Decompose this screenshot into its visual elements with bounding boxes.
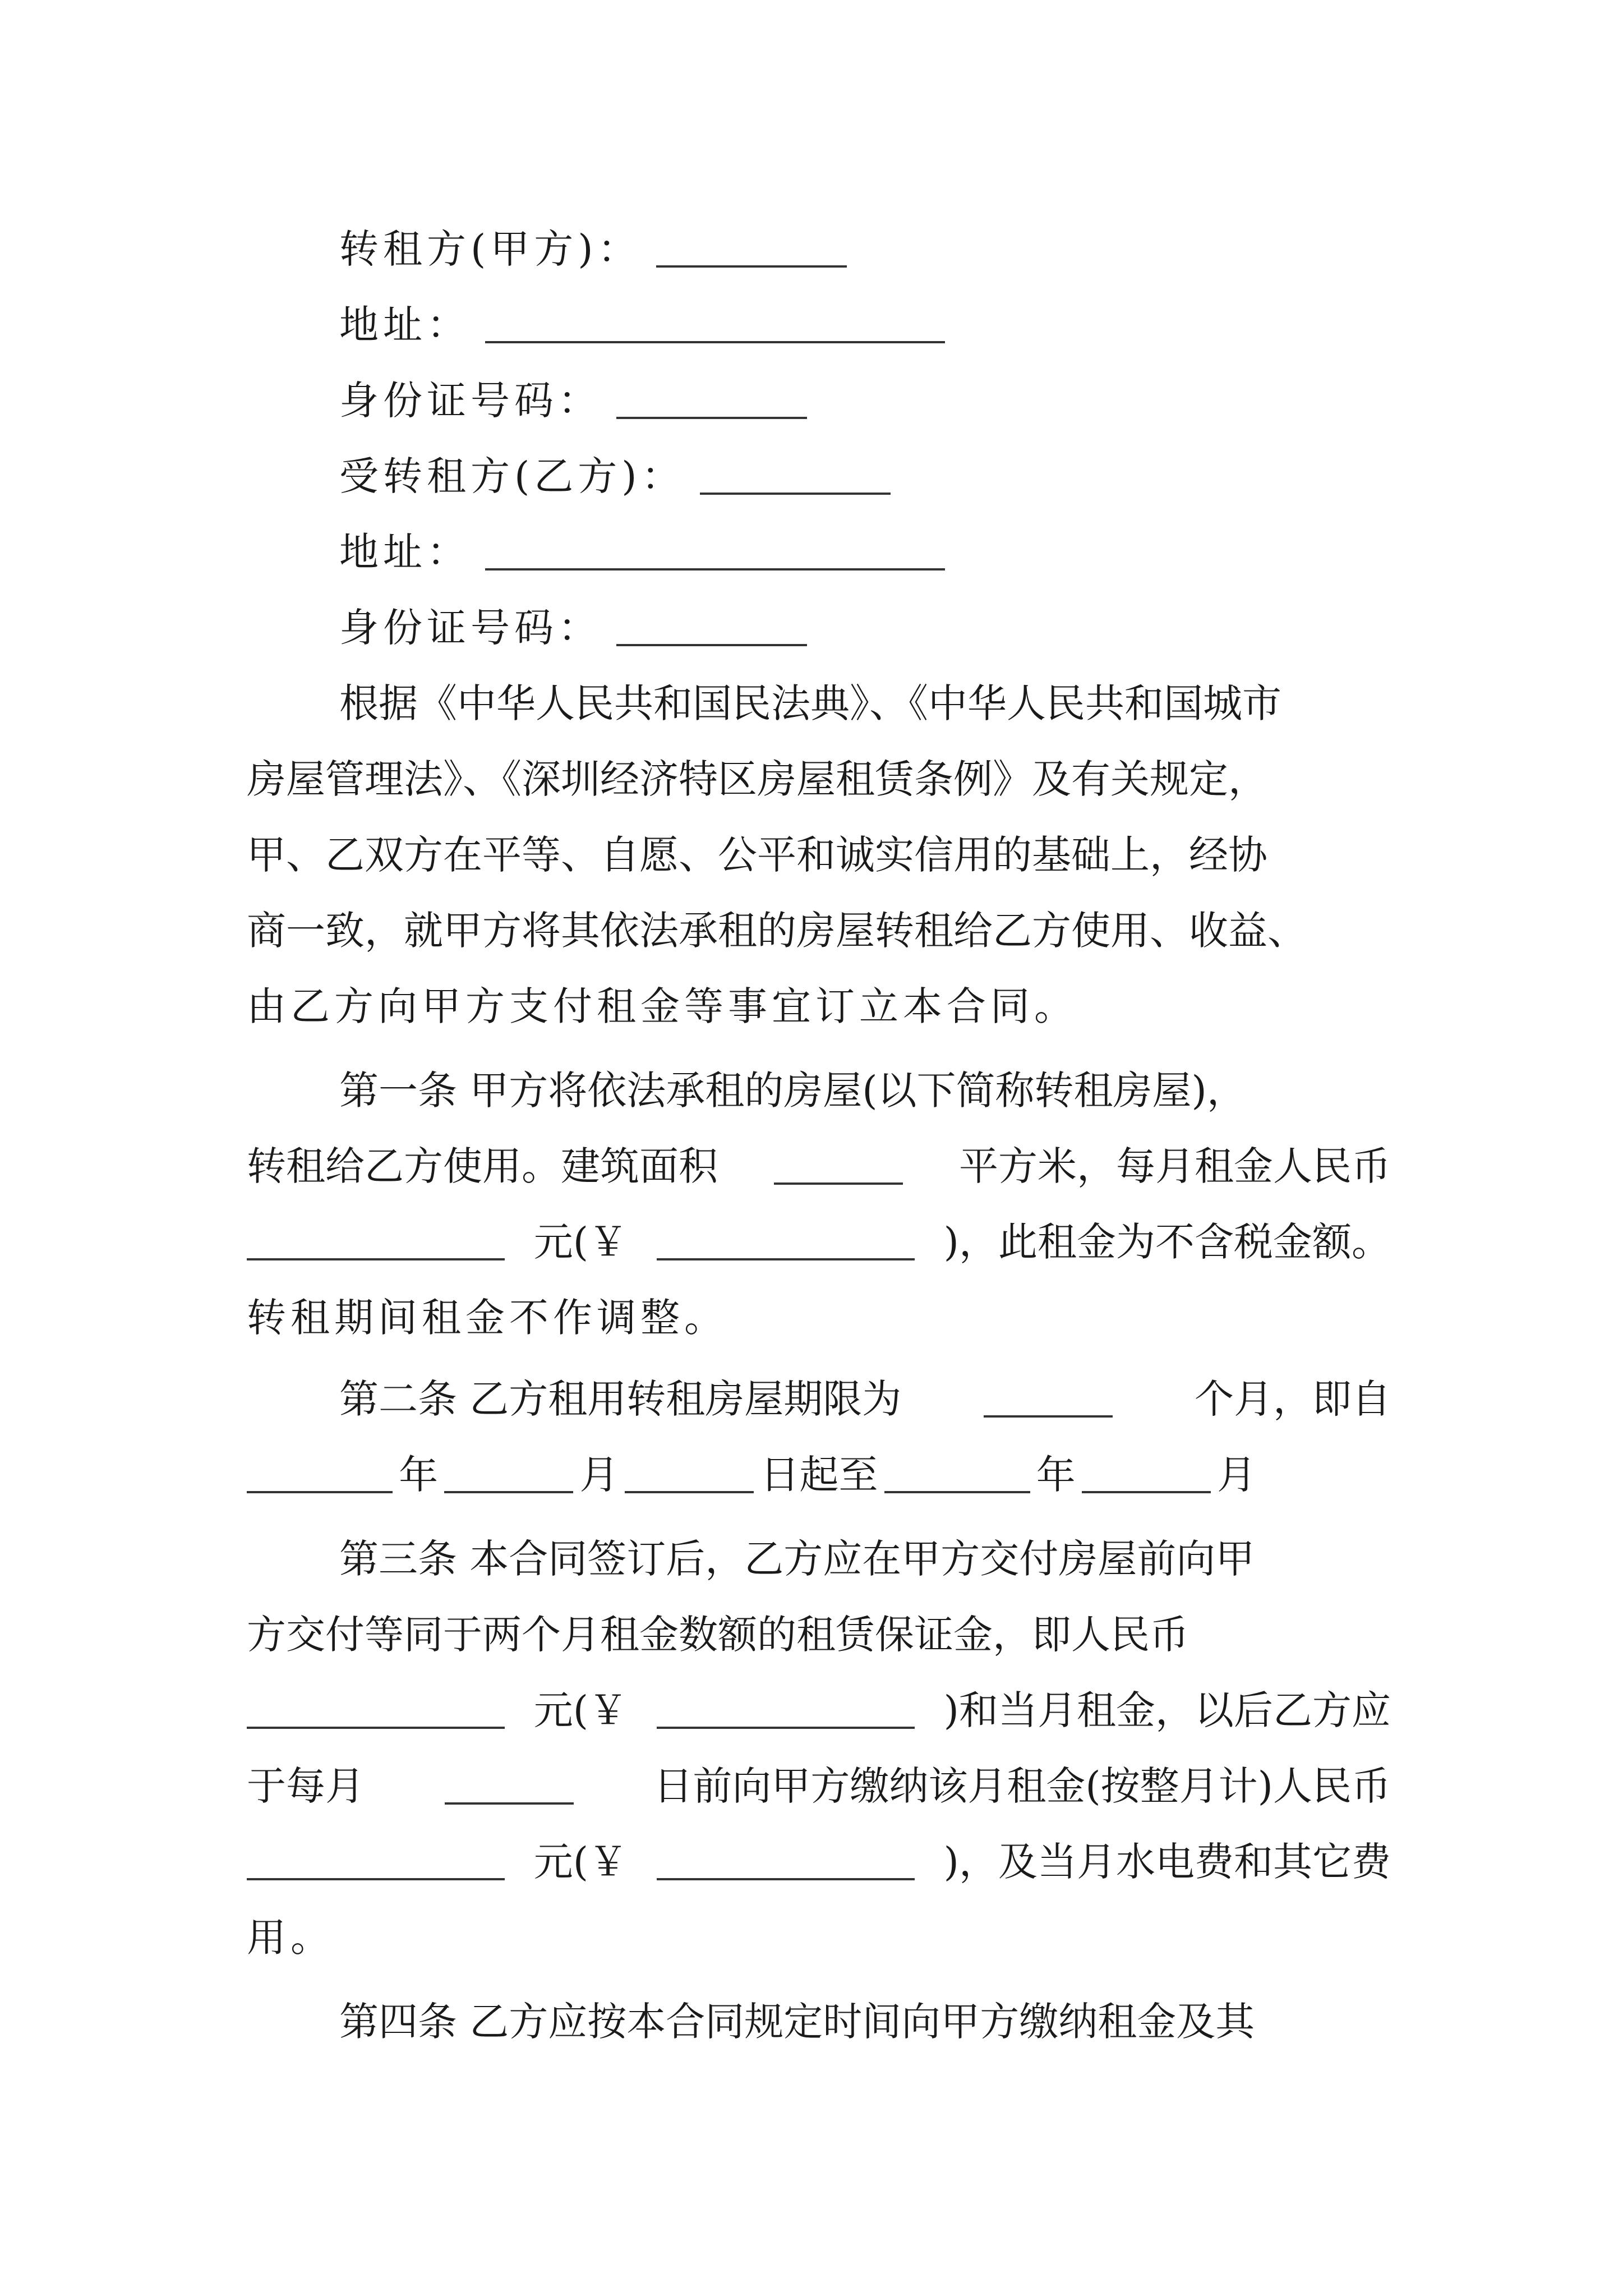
article3-text: 方交付等同于两个月租金数额的租赁保证金，即人民币 [247, 1612, 1189, 1658]
year-label: 年 [399, 1452, 439, 1498]
article3-heading-text: 第三条 本合同签订后，乙方应在甲方交付房屋前向甲 [339, 1536, 1255, 1582]
article1-text: 平方米，每月租金人民币 [959, 1143, 1391, 1189]
article3-line-1 [339, 1517, 1391, 1594]
sublessor-label: 转租方(甲方)： [339, 226, 642, 272]
article1-heading-text: 第一条 甲方将依法承租的房屋(以下简称转租房屋)， [339, 1068, 1246, 1114]
article3-line-2 [247, 1593, 1391, 1670]
sublessee-label: 受转租方(乙方)： [339, 453, 685, 499]
sublessee-id-blank [616, 604, 807, 646]
sublessee-address-blank [485, 528, 945, 570]
article3-text: 元(￥ [533, 1687, 628, 1733]
article2-line-2 [247, 1433, 1256, 1510]
sublessee-id-label: 身份证号码： [339, 605, 602, 651]
rent-amount-words-blank [247, 1218, 505, 1260]
article3-text: 元(￥ [533, 1839, 628, 1885]
sublessor-id-blank [616, 376, 807, 419]
day-from-label: 日起至 [760, 1452, 878, 1498]
deposit-words-blank [247, 1686, 505, 1729]
start-day-blank [625, 1451, 754, 1493]
article1-text: 元(￥ [533, 1219, 628, 1265]
article3-text: 日前向甲方缴纳该月租金(按整月计)人民币 [653, 1763, 1391, 1809]
preamble-line-1 [339, 662, 1391, 739]
article1-line-2 [247, 1125, 1391, 1202]
article3-line-6 [247, 1896, 1391, 1973]
month-label: 月 [1216, 1452, 1256, 1498]
preamble-text: 根据《中华人民共和国民法典》、《中华人民共和国城市 [339, 680, 1281, 726]
sublessor-address-label: 地址： [339, 302, 471, 348]
preamble-line-3 [247, 813, 1391, 890]
article3-text: 于每月 [247, 1763, 365, 1809]
sublessee-address-field [339, 510, 945, 587]
end-month-blank [1082, 1451, 1211, 1493]
preamble-line-5 [247, 965, 1391, 1042]
sublessee-address-label: 地址： [339, 529, 471, 575]
sublessor-name-blank [656, 225, 847, 268]
preamble-line-2 [247, 738, 1391, 815]
preamble-text: 甲、乙双方在平等、自愿、公平和诚实信用的基础上，经协 [247, 832, 1267, 878]
preamble-text: 商一致，就甲方将其依法承租的房屋转租给乙方使用、收益、 [247, 908, 1307, 954]
preamble-text: 由乙方向甲方支付租金等事宜订立本合同。 [247, 983, 1078, 1029]
preamble-text: 房屋管理法》、《深圳经济特区房屋租赁条例》及有关规定， [247, 756, 1267, 802]
sublessor-address-blank [485, 301, 945, 343]
preamble-line-4 [247, 889, 1391, 966]
sublessor-id-field [339, 359, 807, 436]
article1-text: )，此租金为不含税金额。 [943, 1219, 1391, 1265]
sublessor-name-field [339, 208, 847, 284]
end-year-blank [884, 1451, 1030, 1493]
start-month-blank [444, 1451, 573, 1493]
article1-line-1 [339, 1049, 1391, 1126]
monthly-rent-figure-blank [657, 1838, 915, 1880]
sublessor-id-label: 身份证号码： [339, 378, 602, 424]
article1-line-3 [247, 1200, 1391, 1277]
article1-line-4 [247, 1276, 1391, 1353]
rent-amount-figure-blank [657, 1218, 915, 1260]
article2-line-1 [339, 1358, 1391, 1434]
lease-months-blank [984, 1375, 1113, 1418]
start-year-blank [247, 1451, 393, 1493]
sublessee-name-blank [700, 452, 891, 495]
article1-text: 转租给乙方使用。建筑面积 [247, 1143, 718, 1189]
month-label: 月 [579, 1452, 619, 1498]
payment-day-blank [445, 1762, 574, 1805]
monthly-rent-words-blank [247, 1838, 505, 1880]
sublessee-name-field [339, 435, 891, 512]
article2-text: 个月，即自 [1194, 1376, 1391, 1422]
article1-text: 转租期间租金不作调整。 [247, 1295, 728, 1341]
sublessee-id-field [339, 586, 807, 663]
article2-heading-text: 第二条 乙方租用转租房屋期限为 [339, 1376, 902, 1422]
article4-line-1 [339, 1980, 1391, 2057]
article3-line-4 [247, 1745, 1391, 1821]
article3-text: 用。 [247, 1915, 334, 1961]
article3-line-5 [247, 1820, 1391, 1897]
article4-heading-text: 第四条 乙方应按本合同规定时间向甲方缴纳租金及其 [339, 1999, 1255, 2045]
article3-text: )和当月租金，以后乙方应 [943, 1687, 1391, 1733]
article3-line-3 [247, 1669, 1391, 1746]
deposit-figure-blank [657, 1686, 915, 1729]
floor-area-blank [774, 1142, 903, 1185]
year-label: 年 [1036, 1452, 1076, 1498]
article3-text: )，及当月水电费和其它费 [943, 1839, 1391, 1885]
sublessor-address-field [339, 283, 945, 360]
